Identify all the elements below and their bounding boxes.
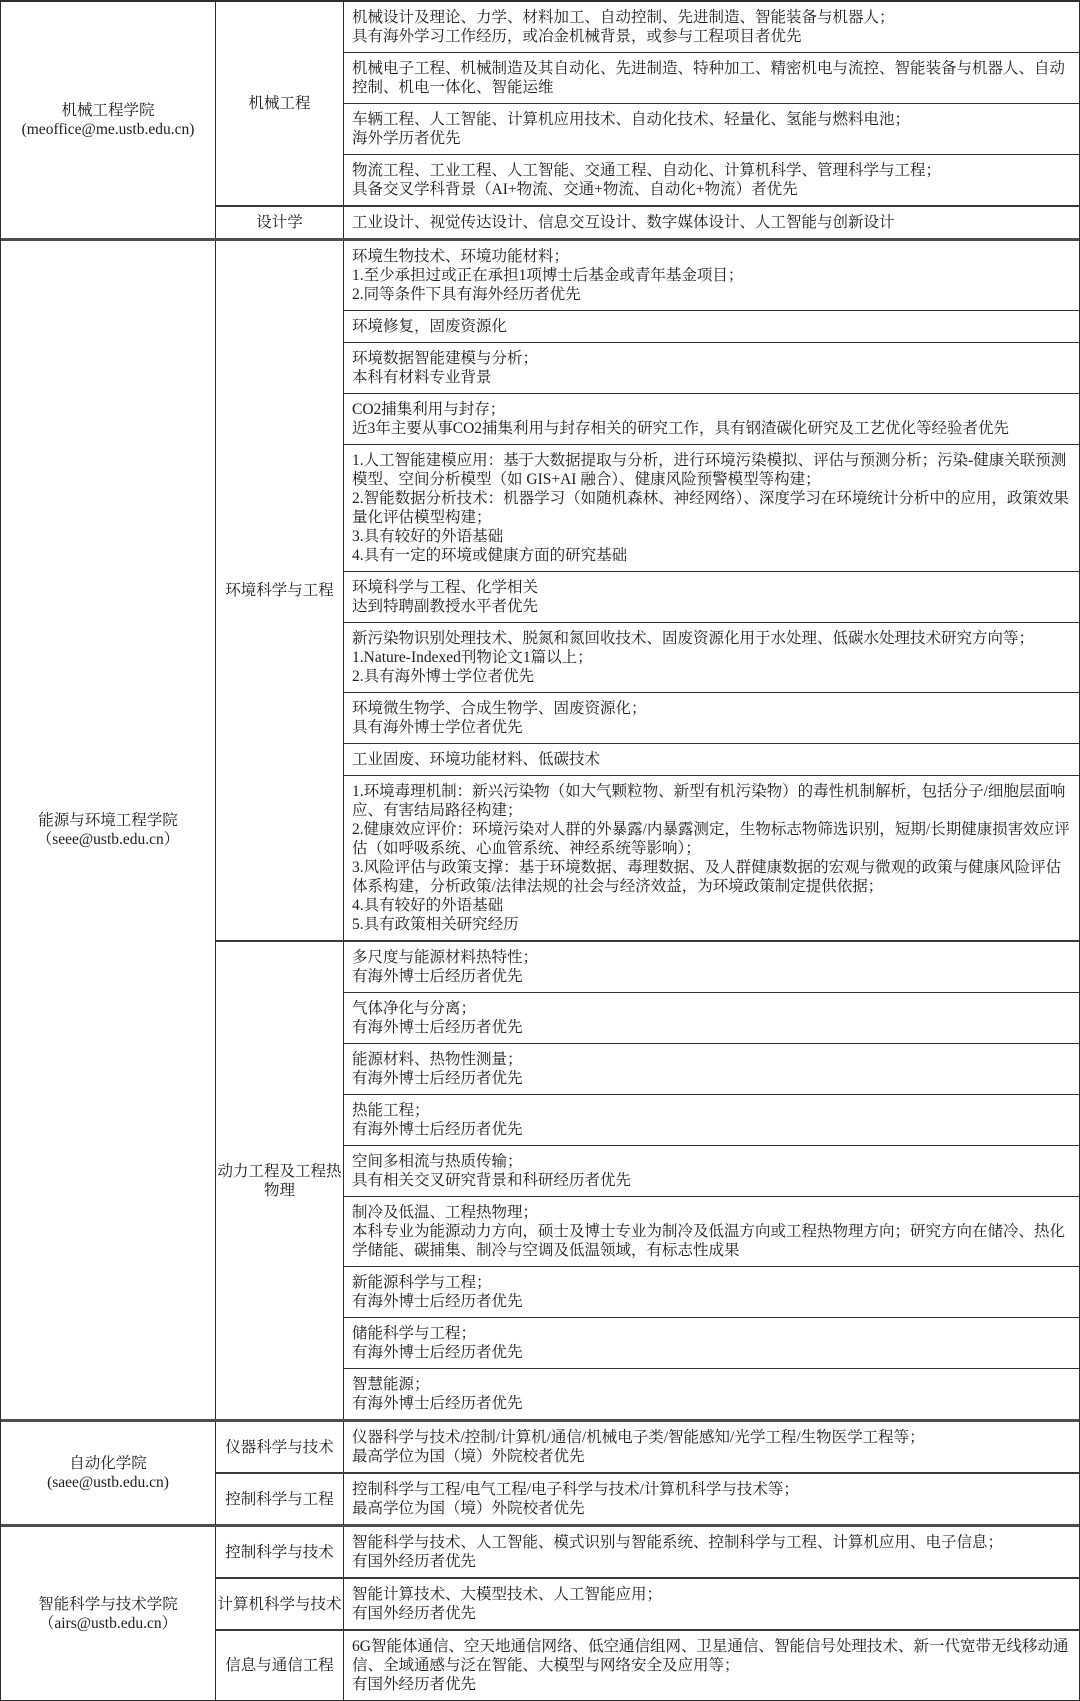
discipline-label: 信息与通信工程 — [225, 1657, 334, 1674]
requirement-line: 新污染物识别处理技术、脱氮和氮回收技术、固废资源化用于水处理、低碳水处理技术研究方向等； — [352, 630, 1035, 647]
discipline-label: 控制科学与工程 — [225, 1490, 334, 1508]
requirement-line: CO2捕集利用与封存； — [352, 401, 506, 418]
discipline-label: 控制科学与技术 — [225, 1543, 334, 1561]
college-section — [1, 1524, 1079, 1700]
requirement-line: 2.智能数据分析技术：机器学习（如随机森林、神经网络）、深度学习在环境统计分析中的应用，政策效果量化评估模型构建； — [352, 490, 1069, 526]
requirement-line: 4.具有一定的环境或健康方面的研究基础 — [352, 547, 628, 564]
requirement-line: 车辆工程、人工智能、计算机应用技术、自动化技术、轻量化、氢能与燃料电池； — [352, 111, 911, 128]
requirement-rows — [344, 2, 1079, 205]
requirement-cell — [344, 2, 1079, 52]
requirement-line: 近3年主要从事CO2捕集利用与封存相关的研究工作，具有钢渣碳化研究及工艺优化等经验者优先 — [352, 420, 1010, 437]
requirement-line: 2.同等条件下具有海外经历者优先 — [352, 286, 581, 303]
discipline-group — [216, 205, 1079, 238]
requirement-cell — [344, 310, 1079, 342]
requirement-line: 6G智能体通信、空天地通信网络、低空通信组网、卫星通信、智能信号处理技术、新一代宽带无线移动通信、全域通感与泛在智能、大模型与网络安全及应用等； — [352, 1638, 1069, 1674]
requirement-cell — [344, 1317, 1079, 1368]
college-name: 智能科学与技术学院 — [38, 1595, 178, 1613]
requirement-line: 控制科学与工程/电气工程/电子科学与技术/计算机科学与技术等； — [352, 1481, 799, 1498]
requirement-cell — [344, 1368, 1079, 1419]
college-cell — [1, 241, 216, 1419]
discipline-group — [216, 2, 1079, 205]
college-email: （airs@ustb.edu.cn） — [38, 1614, 178, 1632]
requirement-cell — [344, 1266, 1079, 1317]
requirement-cell — [344, 1527, 1079, 1577]
college-email: （seee@ustb.edu.cn） — [36, 831, 180, 848]
discipline-group — [216, 241, 1079, 940]
requirement-line: 环境科学与工程、化学相关 — [352, 579, 539, 596]
requirement-cell — [344, 241, 1079, 310]
requirement-rows — [344, 1631, 1079, 1700]
requirement-line: 1.Nature-Indexed刊物论文1篇以上； — [352, 649, 593, 666]
requirement-line: 新能源科学与工程； — [352, 1274, 492, 1291]
discipline-label: 动力工程及工程热物理 — [217, 1162, 342, 1199]
requirement-rows — [344, 1474, 1079, 1524]
requirement-rows — [344, 207, 1079, 238]
requirement-rows — [344, 241, 1079, 940]
requirement-line: 1.人工智能建模应用：基于大数据提取与分析，进行环境污染模拟、评估与预测分析；污染-健康关联预测模型、空间分析模型（如 GIS+AI 融合）、健康风险预警模型等构建； — [352, 452, 1067, 488]
college-section — [1, 2, 1079, 238]
requirement-cell — [344, 1043, 1079, 1094]
discipline-groups — [216, 1527, 1079, 1700]
requirement-line: 环境生物技术、环境功能材料； — [352, 248, 570, 265]
requirement-line: 有海外博士后经历者优先 — [352, 1019, 523, 1036]
college-email: (saee@ustb.edu.cn) — [47, 1474, 169, 1491]
requirement-cell — [344, 1422, 1079, 1472]
discipline-label: 设计学 — [256, 214, 303, 231]
requirement-line: 海外学历者优先 — [352, 130, 461, 147]
requirement-cell — [344, 1196, 1079, 1266]
college-cell — [1, 1527, 216, 1700]
requirement-line: 2.具有海外博士学位者优先 — [352, 668, 535, 685]
discipline-groups — [216, 241, 1079, 1419]
requirement-line: 智能计算技术、大模型技术、人工智能应用； — [352, 1586, 663, 1603]
requirement-line: 有国外经历者优先 — [352, 1553, 477, 1570]
discipline-cell — [216, 1474, 344, 1524]
requirement-line: 具有海外学习工作经历，或冶金机械背景，或参与工程项目者优先 — [352, 28, 802, 45]
requirement-cell — [344, 775, 1079, 940]
requirement-line: 3.具有较好的外语基础 — [352, 528, 504, 545]
college-section — [1, 238, 1079, 1419]
requirement-rows — [344, 1579, 1079, 1629]
requirement-cell — [344, 342, 1079, 393]
requirement-cell — [344, 1145, 1079, 1196]
requirement-line: 有海外博士后经历者优先 — [352, 1293, 523, 1310]
requirement-line: 具有海外博士学位者优先 — [352, 719, 523, 736]
requirement-line: 智能科学与技术、人工智能、模式识别与智能系统、控制科学与工程、计算机应用、电子信息； — [352, 1534, 1004, 1551]
discipline-group — [216, 1527, 1079, 1577]
requirement-line: 有海外博士后经历者优先 — [352, 968, 523, 985]
requirement-line: 有国外经历者优先 — [352, 1676, 477, 1693]
college-email: (meoffice@me.ustb.edu.cn) — [21, 121, 195, 138]
discipline-cell — [216, 207, 344, 238]
requirement-cell — [344, 207, 1079, 238]
requirement-cell — [344, 692, 1079, 743]
requirement-cell — [344, 52, 1079, 103]
requirement-line: 空间多相流与热质传输； — [352, 1153, 523, 1170]
requirement-line: 本科有材料专业背景 — [352, 369, 492, 386]
requirement-line: 热能工程； — [352, 1102, 430, 1119]
discipline-group — [216, 940, 1079, 1419]
college-cell — [1, 1422, 216, 1524]
requirement-rows — [344, 942, 1079, 1419]
requirement-line: 环境微生物学、合成生物学、固废资源化； — [352, 700, 647, 717]
discipline-cell — [216, 942, 344, 1419]
requirement-line: 能源材料、热物性测量； — [352, 1051, 523, 1068]
requirement-rows — [344, 1422, 1079, 1472]
requirement-line: 环境数据智能建模与分析； — [352, 350, 539, 367]
requirement-line: 智慧能源； — [352, 1376, 430, 1393]
requirement-line: 制冷及低温、工程热物理； — [352, 1204, 539, 1221]
college-section — [1, 1419, 1079, 1524]
requirement-cell — [344, 942, 1079, 992]
requirement-cell — [344, 1474, 1079, 1524]
discipline-group — [216, 1577, 1079, 1629]
requirement-rows — [344, 1527, 1079, 1577]
requirement-line: 有海外博士后经历者优先 — [352, 1121, 523, 1138]
requirement-line: 4.具有较好的外语基础 — [352, 897, 504, 914]
discipline-cell — [216, 1631, 344, 1700]
requirement-line: 机械电子工程、机械制造及其自动化、先进制造、特种加工、精密机电与流控、智能装备与机器人、自动控制、机电一体化、智能运维 — [352, 60, 1066, 96]
requirement-line: 有国外经历者优先 — [352, 1605, 477, 1622]
requirement-line: 具有相关交叉研究背景和科研经历者优先 — [352, 1172, 632, 1189]
requirement-line: 3.风险评估与政策支撑：基于环境数据、毒理数据、及人群健康数据的宏观与微观的政策与健康风险评估体系构建，分析政策/法律法规的社会与经济效益，为环境政策制定提供依据； — [352, 859, 1062, 895]
requirement-line: 最高学位为国（境）外院校者优先 — [352, 1448, 585, 1465]
requirement-line: 机械设计及理论、力学、材料加工、自动控制、先进制造、智能装备与机器人； — [352, 9, 895, 26]
discipline-label: 计算机科学与技术 — [217, 1595, 342, 1613]
requirement-line: 工业固废、环境功能材料、低碳技术 — [352, 751, 601, 768]
requirement-line: 仪器科学与技术/控制/计算机/通信/机械电子类/智能感知/光学工程/生物医学工程等； — [352, 1429, 925, 1446]
discipline-group — [216, 1472, 1079, 1524]
requirement-cell — [344, 622, 1079, 692]
discipline-groups — [216, 1422, 1079, 1524]
requirement-line: 物流工程、工业工程、人工智能、交通工程、自动化、计算机科学、管理科学与工程； — [352, 162, 942, 179]
requirement-line: 有海外博士后经历者优先 — [352, 1070, 523, 1087]
requirement-cell — [344, 1094, 1079, 1145]
college-name: 机械工程学院 — [61, 102, 155, 119]
requirement-line: 储能科学与工程； — [352, 1325, 477, 1342]
discipline-cell — [216, 2, 344, 205]
discipline-group — [216, 1629, 1079, 1700]
requirement-line: 2.健康效应评价：环境污染对人群的外暴露/内暴露测定，生物标志物筛选识别，短期/长期健康损害效应评估（如呼吸系统、心血管系统、神经系统等影响）； — [352, 821, 1070, 857]
requirement-cell — [344, 992, 1079, 1043]
requirement-line: 最高学位为国（境）外院校者优先 — [352, 1500, 585, 1517]
discipline-label: 环境科学与工程 — [225, 582, 334, 599]
discipline-groups — [216, 2, 1079, 238]
requirement-line: 达到特聘副教授水平者优先 — [352, 598, 539, 615]
requirement-cell — [344, 154, 1079, 205]
requirement-cell — [344, 1579, 1079, 1629]
requirement-cell — [344, 393, 1079, 444]
college-name: 自动化学院 — [69, 1455, 147, 1472]
requirement-line: 5.具有政策相关研究经历 — [352, 916, 519, 933]
requirement-line: 气体净化与分离； — [352, 1000, 477, 1017]
requirement-cell — [344, 743, 1079, 775]
discipline-label: 仪器科学与技术 — [225, 1438, 334, 1456]
discipline-cell — [216, 1527, 344, 1577]
discipline-label: 机械工程 — [248, 95, 311, 112]
requirement-line: 本科专业为能源动力方向，硕士及博士专业为制冷及低温方向或工程热物理方向；研究方向在储冷、热化学储能、碳捕集、制冷与空调及低温领域，有标志性成果 — [352, 1223, 1066, 1259]
requirement-line: 工业设计、视觉传达设计、信息交互设计、数字媒体设计、人工智能与创新设计 — [352, 214, 895, 231]
requirement-cell — [344, 1631, 1079, 1700]
college-cell — [1, 2, 216, 238]
discipline-group — [216, 1422, 1079, 1472]
requirement-line: 有海外博士后经历者优先 — [352, 1395, 523, 1412]
requirement-cell — [344, 103, 1079, 154]
requirement-line: 多尺度与能源材料热特性； — [352, 949, 539, 966]
college-name: 能源与环境工程学院 — [38, 812, 178, 829]
requirement-line: 有海外博士后经历者优先 — [352, 1344, 523, 1361]
requirement-cell — [344, 571, 1079, 622]
requirement-cell — [344, 444, 1079, 571]
discipline-cell — [216, 241, 344, 940]
requirement-line: 1.至少承担过或正在承担1项博士后基金或青年基金项目； — [352, 267, 744, 284]
requirement-line: 1.环境毒理机制：新兴污染物（如大气颗粒物、新型有机污染物）的毒性机制解析，包括分子/细胞层面响应、有害结局路径构建； — [352, 783, 1066, 819]
requirement-line: 具备交叉学科背景（AI+物流、交通+物流、自动化+物流）者优先 — [352, 181, 798, 198]
discipline-cell — [216, 1422, 344, 1472]
requirement-line: 环境修复，固废资源化 — [352, 318, 508, 335]
discipline-cell — [216, 1579, 344, 1629]
